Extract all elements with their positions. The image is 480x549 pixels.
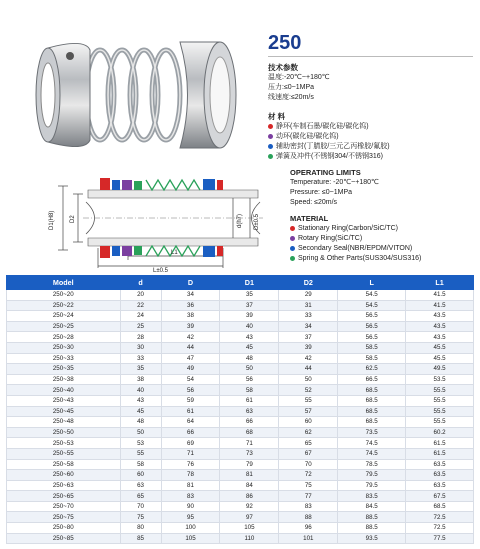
table-cell: 79.5 <box>338 480 406 491</box>
model-title: 250 <box>268 32 302 54</box>
table-cell: 70 <box>279 459 338 470</box>
zh-temp: 温度:-20℃~+180℃ <box>268 74 330 81</box>
table-cell: 60 <box>279 417 338 428</box>
table-cell: 43 <box>220 332 279 343</box>
table-row <box>7 459 474 470</box>
table-cell: 88.5 <box>338 512 406 523</box>
table-row <box>7 448 474 459</box>
table-cell: 56.5 <box>338 321 406 332</box>
table-row <box>7 470 474 481</box>
table-cell: 40 <box>220 321 279 332</box>
table-cell: 105 <box>161 533 220 544</box>
table-cell: 105 <box>220 523 279 534</box>
table-cell: 41.5 <box>406 290 474 301</box>
table-cell: 43.5 <box>406 332 474 343</box>
table-cell: 59 <box>161 395 220 406</box>
table-row <box>7 332 474 343</box>
table-cell: 70 <box>120 501 161 512</box>
table-cell: 55 <box>120 448 161 459</box>
table-cell: 92 <box>220 501 279 512</box>
table-cell: 35 <box>220 290 279 301</box>
table-cell: 81 <box>161 480 220 491</box>
table-cell: 55.5 <box>406 406 474 417</box>
table-cell: 97 <box>220 512 279 523</box>
bullet-icon <box>290 226 295 231</box>
en-material-item: Spring & Other Parts(SUS304/SUS316) <box>290 254 421 264</box>
table-cell: 250~80 <box>7 523 121 534</box>
table-cell: 68.5 <box>406 501 474 512</box>
table-cell: 50 <box>220 364 279 375</box>
table-cell: 88.5 <box>338 523 406 534</box>
col-header: D1 <box>220 276 279 290</box>
table-cell: 61.5 <box>406 438 474 449</box>
table-row <box>7 290 474 301</box>
table-cell: 250~30 <box>7 342 121 353</box>
zh-material-heading: 材 料 <box>268 112 286 121</box>
table-cell: 38 <box>161 311 220 322</box>
table-cell: 61 <box>161 406 220 417</box>
table-cell: 68.5 <box>338 385 406 396</box>
table-cell: 75 <box>279 480 338 491</box>
table-cell: 95 <box>161 512 220 523</box>
table-cell: 80 <box>120 523 161 534</box>
bullet-icon <box>290 236 295 241</box>
table-row <box>7 342 474 353</box>
table-cell: 250~63 <box>7 480 121 491</box>
col-header: D <box>161 276 220 290</box>
table-cell: 67 <box>279 448 338 459</box>
table-cell: 56.5 <box>338 332 406 343</box>
table-cell: 48 <box>120 417 161 428</box>
en-pressure: Pressure: ≤0~1MPa <box>290 189 353 196</box>
table-cell: 71 <box>220 438 279 449</box>
table-cell: 86 <box>220 491 279 502</box>
table-row <box>7 374 474 385</box>
table-cell: 24 <box>120 311 161 322</box>
table-cell: 38 <box>120 374 161 385</box>
table-cell: 79.5 <box>338 470 406 481</box>
table-cell: 74.5 <box>338 438 406 449</box>
table-cell: 93.5 <box>338 533 406 544</box>
table-row <box>7 406 474 417</box>
table-row <box>7 395 474 406</box>
table-cell: 250~38 <box>7 374 121 385</box>
table-cell: 65 <box>120 491 161 502</box>
table-cell: 48 <box>220 353 279 364</box>
table-cell: 40 <box>120 385 161 396</box>
label-l1: L1 <box>171 250 178 256</box>
table-cell: 79 <box>220 459 279 470</box>
table-cell: 72.5 <box>406 512 474 523</box>
table-cell: 31 <box>279 300 338 311</box>
table-cell: 85 <box>120 533 161 544</box>
table-cell: 53.5 <box>406 374 474 385</box>
table-cell: 250~65 <box>7 491 121 502</box>
table-cell: 63.5 <box>406 459 474 470</box>
table-cell: 50 <box>279 374 338 385</box>
table-cell: 35 <box>120 364 161 375</box>
table-cell: 39 <box>161 321 220 332</box>
table-cell: 76 <box>161 459 220 470</box>
table-cell: 43.5 <box>406 311 474 322</box>
bullet-icon <box>290 256 295 261</box>
table-cell: 101 <box>279 533 338 544</box>
bullet-icon <box>268 144 273 149</box>
product-photo <box>30 20 250 170</box>
table-cell: 56 <box>220 374 279 385</box>
table-cell: 250~48 <box>7 417 121 428</box>
table-cell: 58 <box>120 459 161 470</box>
table-cell: 250~25 <box>7 321 121 332</box>
table-cell: 54.5 <box>338 290 406 301</box>
table-header-row <box>7 276 474 290</box>
bullet-icon <box>268 124 273 129</box>
table-cell: 68.5 <box>338 395 406 406</box>
table-cell: 63.5 <box>406 470 474 481</box>
zh-material-item: 动环(碳化硅/碳化钨) <box>268 132 390 142</box>
table-cell: 39 <box>220 311 279 322</box>
table-cell: 64 <box>161 417 220 428</box>
table-cell: 45 <box>220 342 279 353</box>
table-cell: 84 <box>220 480 279 491</box>
table-cell: 65 <box>279 438 338 449</box>
table-cell: 56 <box>161 385 220 396</box>
zh-tech-heading: 技术参数 <box>268 63 298 72</box>
table-row <box>7 300 474 311</box>
table-cell: 39 <box>279 342 338 353</box>
table-cell: 250~43 <box>7 395 121 406</box>
table-cell: 42 <box>161 332 220 343</box>
zh-material-item: 弹簧及冲件(不锈钢304/不锈钢316) <box>268 152 390 162</box>
table-cell: 250~70 <box>7 501 121 512</box>
table-row <box>7 385 474 396</box>
table-cell: 49.5 <box>406 364 474 375</box>
table-body <box>7 290 474 544</box>
table-row <box>7 438 474 449</box>
label-d1: D1(H8) <box>49 210 55 230</box>
table-cell: 43 <box>120 395 161 406</box>
table-cell: 36 <box>161 300 220 311</box>
table-cell: 72 <box>279 470 338 481</box>
table-cell: 250~75 <box>7 512 121 523</box>
table-cell: 53 <box>120 438 161 449</box>
table-cell: 250~33 <box>7 353 121 364</box>
table-cell: 77.5 <box>406 533 474 544</box>
table-cell: 33 <box>120 353 161 364</box>
bullet-icon <box>268 154 273 159</box>
table-cell: 75 <box>120 512 161 523</box>
en-material-item: Stationary Ring(Carbon/SiC/TC) <box>290 224 421 234</box>
table-cell: 55 <box>279 395 338 406</box>
table-cell: 37 <box>220 300 279 311</box>
table-cell: 55.5 <box>406 417 474 428</box>
table-row <box>7 523 474 534</box>
table-row <box>7 533 474 544</box>
table-row <box>7 512 474 523</box>
table-cell: 58 <box>220 385 279 396</box>
table-cell: 45.5 <box>406 353 474 364</box>
table-row <box>7 364 474 375</box>
table-cell: 41.5 <box>406 300 474 311</box>
table-cell: 78 <box>161 470 220 481</box>
table-cell: 250~40 <box>7 385 121 396</box>
en-temp: Temperature: -20℃~+180℃ <box>290 179 379 186</box>
table-cell: 100 <box>161 523 220 534</box>
table-cell: 250~85 <box>7 533 121 544</box>
table-cell: 61 <box>220 395 279 406</box>
table-cell: 58.5 <box>338 353 406 364</box>
table-row <box>7 311 474 322</box>
label-d05: D±0.5 <box>254 214 260 230</box>
table-cell: 43.5 <box>406 321 474 332</box>
table-cell: 45.5 <box>406 342 474 353</box>
table-cell: 62 <box>279 427 338 438</box>
table-cell: 250~45 <box>7 406 121 417</box>
bullet-icon <box>268 134 273 139</box>
table-cell: 20 <box>120 290 161 301</box>
table-cell: 44 <box>161 342 220 353</box>
zh-material-item: 静环(车制石墨/碳化硅/碳化钨) <box>268 122 390 132</box>
table-cell: 250~50 <box>7 427 121 438</box>
table-cell: 69 <box>161 438 220 449</box>
en-material-item: Secondary Seal(NBR/EPDM/VITON) <box>290 244 421 254</box>
table-cell: 250~53 <box>7 438 121 449</box>
table-cell: 83 <box>279 501 338 512</box>
table-cell: 73.5 <box>338 427 406 438</box>
table-cell: 110 <box>220 533 279 544</box>
table-cell: 63 <box>220 406 279 417</box>
table-cell: 57 <box>279 406 338 417</box>
table-cell: 42 <box>279 353 338 364</box>
table-cell: 250~58 <box>7 459 121 470</box>
table-cell: 250~24 <box>7 311 121 322</box>
table-cell: 67.5 <box>406 491 474 502</box>
table-cell: 73 <box>220 448 279 459</box>
table-cell: 81 <box>220 470 279 481</box>
table-cell: 54.5 <box>338 300 406 311</box>
col-header: L <box>338 276 406 290</box>
table-cell: 66 <box>220 417 279 428</box>
table-cell: 83.5 <box>338 491 406 502</box>
table-cell: 61.5 <box>406 448 474 459</box>
table-cell: 58.5 <box>338 342 406 353</box>
table-cell: 33 <box>279 311 338 322</box>
table-cell: 34 <box>161 290 220 301</box>
table-row <box>7 480 474 491</box>
zh-speed: 线速度:≤20m/s <box>268 94 314 101</box>
table-cell: 63.5 <box>406 480 474 491</box>
table-cell: 62.5 <box>338 364 406 375</box>
table-cell: 55.5 <box>406 385 474 396</box>
zh-spec-block <box>268 60 390 162</box>
table-cell: 28 <box>120 332 161 343</box>
table-cell: 72.5 <box>406 523 474 534</box>
table-cell: 66.5 <box>338 374 406 385</box>
table-cell: 250~20 <box>7 290 121 301</box>
table-cell: 90 <box>161 501 220 512</box>
table-cell: 66 <box>161 427 220 438</box>
table-cell: 37 <box>279 332 338 343</box>
title-divider <box>268 56 473 57</box>
table-row <box>7 321 474 332</box>
label-l: L±0.5 <box>153 268 168 273</box>
table-cell: 88 <box>279 512 338 523</box>
table-cell: 47 <box>161 353 220 364</box>
table-cell: 250~60 <box>7 470 121 481</box>
table-cell: 60.2 <box>406 427 474 438</box>
table-cell: 22 <box>120 300 161 311</box>
table-cell: 250~35 <box>7 364 121 375</box>
table-cell: 30 <box>120 342 161 353</box>
label-d2: D2 <box>70 215 76 223</box>
table-cell: 96 <box>279 523 338 534</box>
table-cell: 68 <box>220 427 279 438</box>
table-row <box>7 353 474 364</box>
en-material-item: Rotary Ring(SiC/TC) <box>290 234 421 244</box>
table-cell: 74.5 <box>338 448 406 459</box>
table-cell: 68.5 <box>338 417 406 428</box>
en-material-heading: MATERIAL <box>290 214 329 223</box>
table-cell: 56.5 <box>338 311 406 322</box>
table-cell: 55.5 <box>406 395 474 406</box>
zh-material-item: 辅助密封(丁腈胶/三元乙丙橡胶/氟胶) <box>268 142 390 152</box>
table-row <box>7 491 474 502</box>
table-cell: 54 <box>161 374 220 385</box>
table-cell: 50 <box>120 427 161 438</box>
table-row <box>7 417 474 428</box>
label-d: d(h7) <box>237 213 243 228</box>
table-row <box>7 427 474 438</box>
table-cell: 71 <box>161 448 220 459</box>
spring-coils <box>86 50 180 140</box>
table-cell: 25 <box>120 321 161 332</box>
table-cell: 250~22 <box>7 300 121 311</box>
table-cell: 68.5 <box>338 406 406 417</box>
table-cell: 29 <box>279 290 338 301</box>
technical-drawing <box>28 168 273 273</box>
bullet-icon <box>290 246 295 251</box>
col-header: D2 <box>279 276 338 290</box>
dimension-table <box>6 275 474 544</box>
table-cell: 45 <box>120 406 161 417</box>
table-cell: 77 <box>279 491 338 502</box>
table-cell: 63 <box>120 480 161 491</box>
set-screw <box>66 52 74 60</box>
table-cell: 49 <box>161 364 220 375</box>
zh-pressure: 压力:≤0~1MPa <box>268 84 315 91</box>
col-header: d <box>120 276 161 290</box>
table-cell: 78.5 <box>338 459 406 470</box>
en-limits-heading: OPERATING LIMITS <box>290 168 361 177</box>
col-header: Model <box>7 276 121 290</box>
table-cell: 250~28 <box>7 332 121 343</box>
table-row <box>7 501 474 512</box>
table-cell: 52 <box>279 385 338 396</box>
en-speed: Speed: ≤20m/s <box>290 199 338 206</box>
table-cell: 250~55 <box>7 448 121 459</box>
table-cell: 60 <box>120 470 161 481</box>
col-header: L1 <box>406 276 474 290</box>
table-cell: 34 <box>279 321 338 332</box>
table-cell: 84.5 <box>338 501 406 512</box>
en-spec-block <box>290 168 421 264</box>
table-cell: 83 <box>161 491 220 502</box>
table-cell: 44 <box>279 364 338 375</box>
